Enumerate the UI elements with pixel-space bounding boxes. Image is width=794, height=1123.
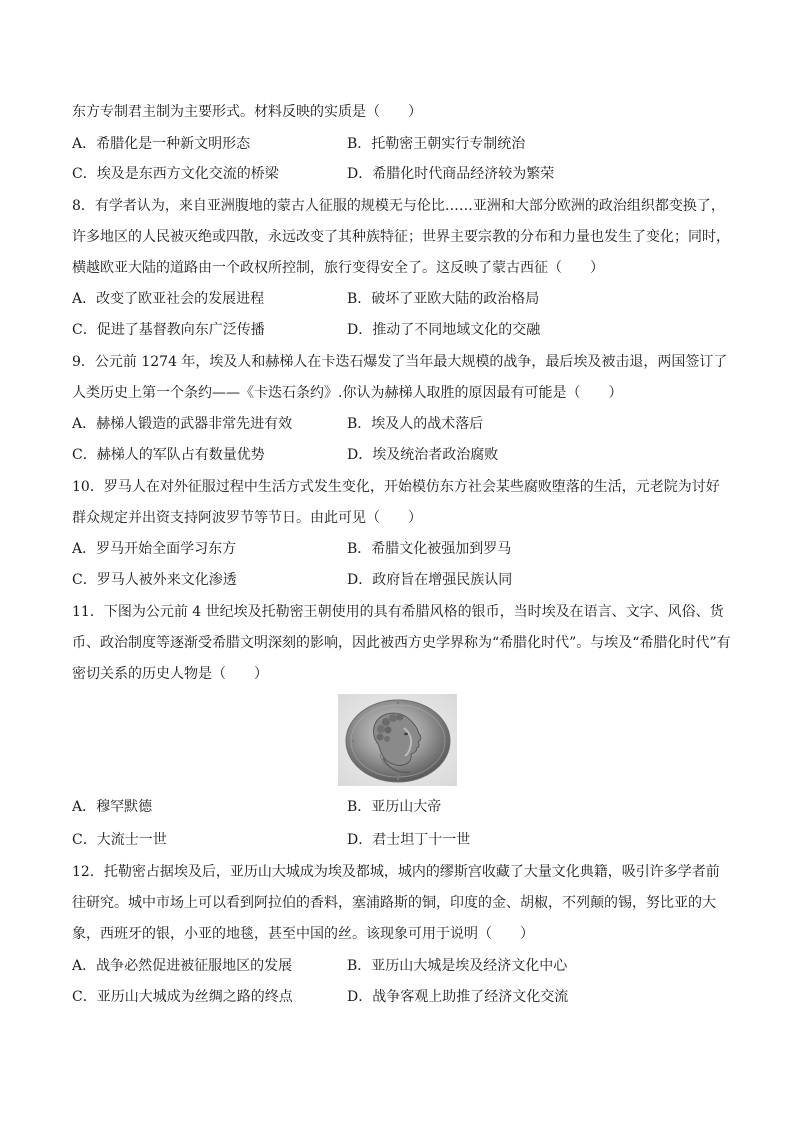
q12-option-a[interactable]: A．战争必然促进被征服地区的发展 (72, 958, 293, 974)
q12-stem-line: 12．托勒密占据埃及后，亚历山大城成为埃及都城，城内的缪斯宫收藏了大量文化典籍，吸引许多学者前 (72, 864, 720, 880)
coin-illustration (338, 694, 457, 786)
q8-option-c[interactable]: C．促进了基督教向东广泛传播 (72, 322, 265, 338)
q11-option-d[interactable]: D．君士坦丁十一世 (347, 832, 471, 848)
q7-option-b[interactable]: B．托勒密王朝实行专制统治 (347, 136, 526, 152)
q11-stem-line: 11．下图为公元前 4 世纪埃及托勒密王朝使用的具有希腊风格的银币，当时埃及在语言、文字、风俗、货 (72, 604, 724, 620)
q9-option-c[interactable]: C．赫梯人的军队占有数量优势 (72, 447, 265, 463)
q11-stem-line: 币、政治制度等逐渐受希腊文明深刻的影响，因此被西方史学界称为“希腊化时代”。与埃及“希腊化时代”有 (72, 635, 731, 651)
q8-option-d[interactable]: D．推动了不同地域文化的交融 (347, 322, 541, 338)
q10-option-a[interactable]: A．罗马开始全面学习东方 (72, 541, 237, 557)
q9-option-d[interactable]: D．埃及统治者政治腐败 (347, 447, 499, 463)
q8-stem-line: 8．有学者认为，来自亚洲腹地的蒙古人征服的规模无与伦比……亚洲和大部分欧洲的政治组织都变换了， (72, 198, 725, 214)
q11-option-c[interactable]: C．大流士一世 (72, 832, 167, 848)
q10-option-c[interactable]: C．罗马人被外来文化渗透 (72, 572, 237, 588)
q10-stem-line: 10．罗马人在对外征服过程中生活方式发生变化，开始模仿东方社会某些腐败堕落的生活，元老院为讨好 (72, 479, 720, 495)
q12-option-b[interactable]: B．亚历山大城是埃及经济文化中心 (347, 958, 568, 974)
silver-coin-image (338, 694, 457, 786)
q9-stem-line: 人类历史上第一个条约——《卡迭石条约》.你认为赫梯人取胜的原因最有可能是（ ） (72, 385, 623, 401)
q8-stem-line: 许多地区的人民被灭绝或四散，永远改变了其种族特征；世界主要宗教的分布和力量也发生了变化；同时， (72, 229, 730, 245)
q8-option-b[interactable]: B．破坏了亚欧大陆的政治格局 (347, 291, 540, 307)
q11-option-a[interactable]: A．穆罕默德 (72, 799, 153, 815)
q12-stem-line: 往研究。城中市场上可以看到阿拉伯的香料，塞浦路斯的铜，印度的金、胡椒，不列颠的锡，努比亚的大 (72, 895, 716, 911)
q8-stem-line: 横越欧亚大陆的道路由一个政权所控制，旅行变得安全了。这反映了蒙古西征（ ） (72, 260, 604, 276)
q10-option-d[interactable]: D．政府旨在增强民族认同 (347, 572, 513, 588)
q12-stem-line: 象，西班牙的银，小亚的地毯，甚至中国的丝。该现象可用于说明（ ） (72, 926, 534, 942)
q12-option-c[interactable]: C．亚历山大城成为丝绸之路的终点 (72, 989, 293, 1005)
q8-option-a[interactable]: A．改变了欧亚社会的发展进程 (72, 291, 265, 307)
q10-stem-line: 群众规定并出资支持阿波罗节等节日。由此可见（ ） (72, 510, 422, 526)
q9-option-b[interactable]: B．埃及人的战术落后 (347, 416, 484, 432)
q7-option-c[interactable]: C．埃及是东西方文化交流的桥梁 (72, 166, 279, 182)
q9-stem-line: 9．公元前 1274 年，埃及人和赫梯人在卡迭石爆发了当年最大规模的战争，最后埃及被击退，两国签订了 (72, 354, 728, 370)
q12-option-d[interactable]: D．战争客观上助推了经济文化交流 (347, 989, 569, 1005)
q9-option-a[interactable]: A．赫梯人锻造的武器非常先进有效 (72, 416, 293, 432)
q7-stem-tail: 东方专制君主制为主要形式。材料反映的实质是（ ） (72, 104, 422, 120)
q7-option-a[interactable]: A．希腊化是一种新文明形态 (72, 136, 251, 152)
q7-option-d[interactable]: D．希腊化时代商品经济较为繁荣 (347, 166, 555, 182)
q11-stem-line: 密切关系的历史人物是（ ） (72, 666, 268, 682)
q11-option-b[interactable]: B．亚历山大帝 (347, 799, 442, 815)
q10-option-b[interactable]: B．希腊文化被强加到罗马 (347, 541, 512, 557)
